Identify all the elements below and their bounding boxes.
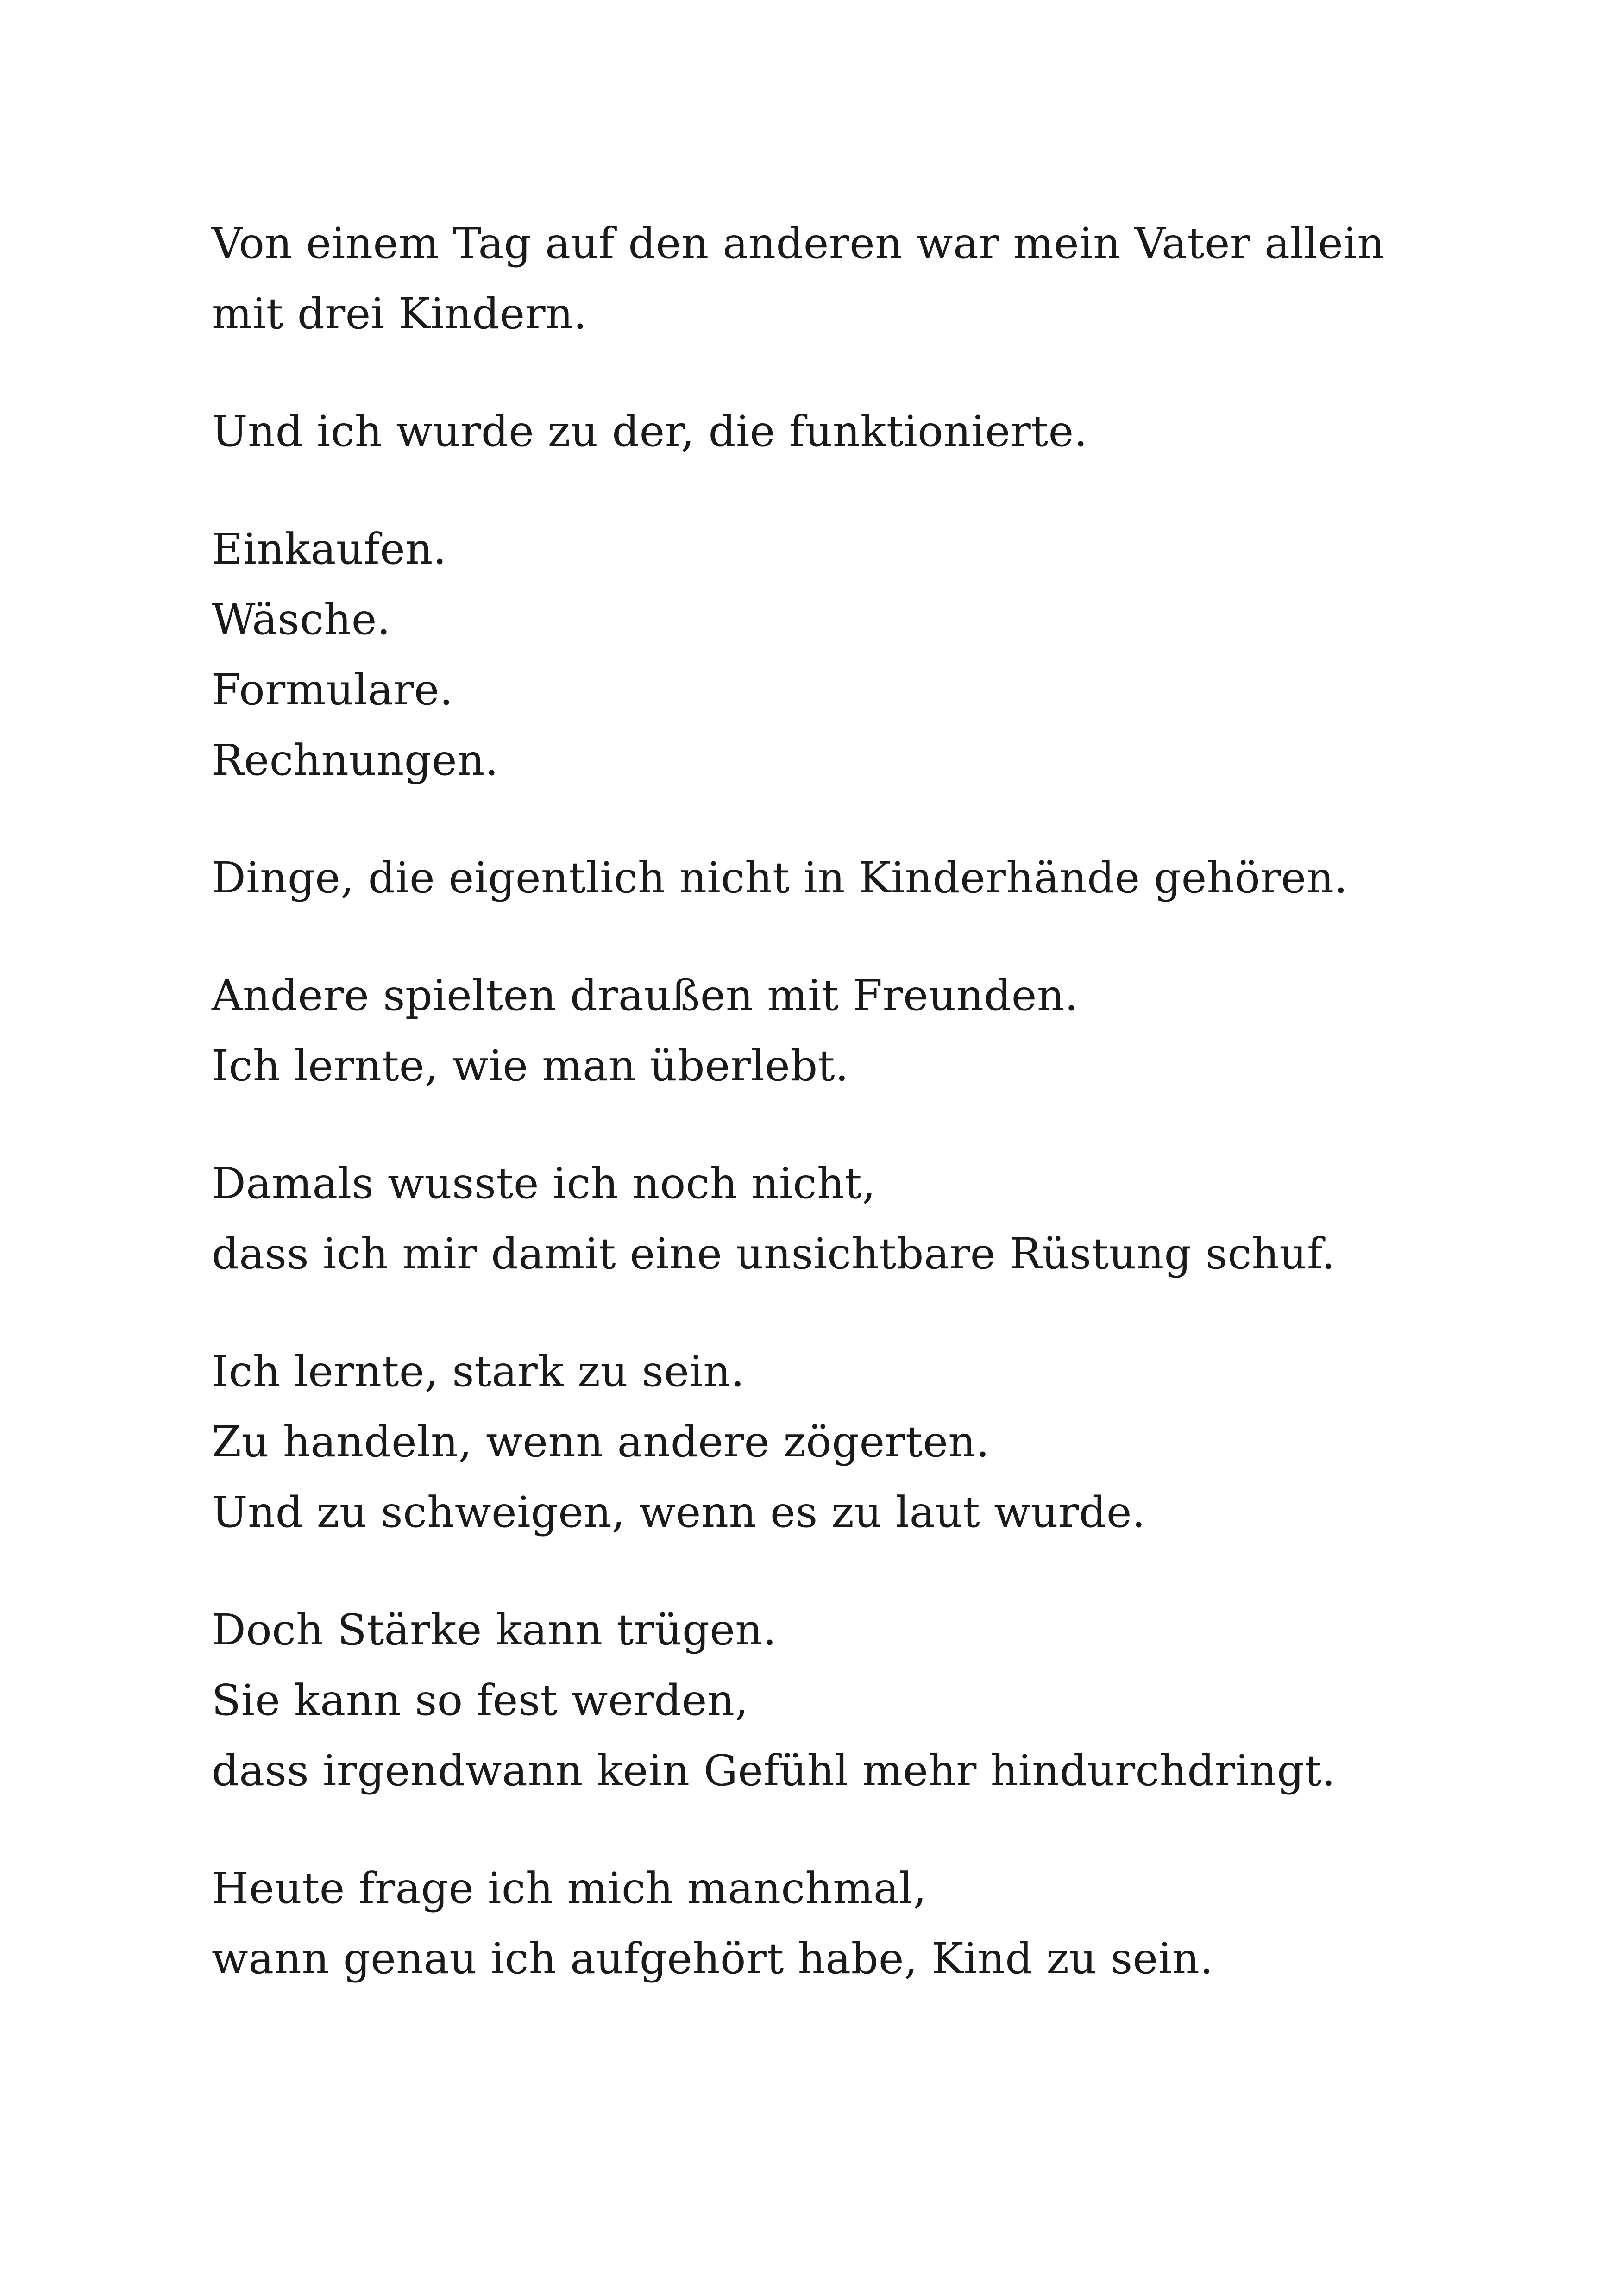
stanza-4 xyxy=(212,843,1462,913)
poem-line: Andere spielten draußen mit Freunden. xyxy=(212,971,1079,1020)
poem-line: Zu handeln, wenn andere zögerten. xyxy=(212,1417,990,1467)
poem-line: Sie kann so fest werden, xyxy=(212,1675,749,1725)
stanza-2 xyxy=(212,396,1462,467)
poem-line: wann genau ich aufgehört habe, Kind zu sein. xyxy=(212,1934,1214,1983)
stanza-7 xyxy=(212,1336,1462,1548)
poem-line: Einkaufen. xyxy=(212,524,447,574)
poem-line: Rechnungen. xyxy=(212,735,499,785)
poem-line: Und zu schweigen, wenn es zu laut wurde. xyxy=(212,1487,1146,1537)
stanza-3 xyxy=(212,514,1462,796)
poem-line: Und ich wurde zu der, die funktionierte. xyxy=(212,407,1088,456)
poem-line: Heute frage ich mich manchmal, xyxy=(212,1863,927,1913)
poem-line: Dinge, die eigentlich nicht in Kinderhände gehören. xyxy=(212,853,1348,903)
poem-line: dass ich mir damit eine unsichtbare Rüstung schuf. xyxy=(212,1229,1336,1279)
poem-line: Formulare. xyxy=(212,665,453,715)
stanza-5 xyxy=(212,960,1462,1101)
poem-line: Damals wusste ich noch nicht, xyxy=(212,1159,876,1208)
poem-line: dass irgendwann kein Gefühl mehr hindurchdringt. xyxy=(212,1746,1336,1795)
stanza-1 xyxy=(212,208,1462,349)
poem-line: Ich lernte, wie man überlebt. xyxy=(212,1041,849,1091)
poem-line: Wäsche. xyxy=(212,595,391,644)
stanza-9 xyxy=(212,1853,1462,1994)
stanza-8 xyxy=(212,1595,1462,1806)
poem-line: Doch Stärke kann trügen. xyxy=(212,1605,777,1655)
poem-line: Ich lernte, stark zu sein. xyxy=(212,1347,745,1396)
poem-line: mit drei Kindern. xyxy=(212,289,587,339)
poem-text xyxy=(212,208,1462,2041)
poem-line: Von einem Tag auf den anderen war mein Vater allein xyxy=(212,219,1385,268)
stanza-6 xyxy=(212,1148,1462,1289)
